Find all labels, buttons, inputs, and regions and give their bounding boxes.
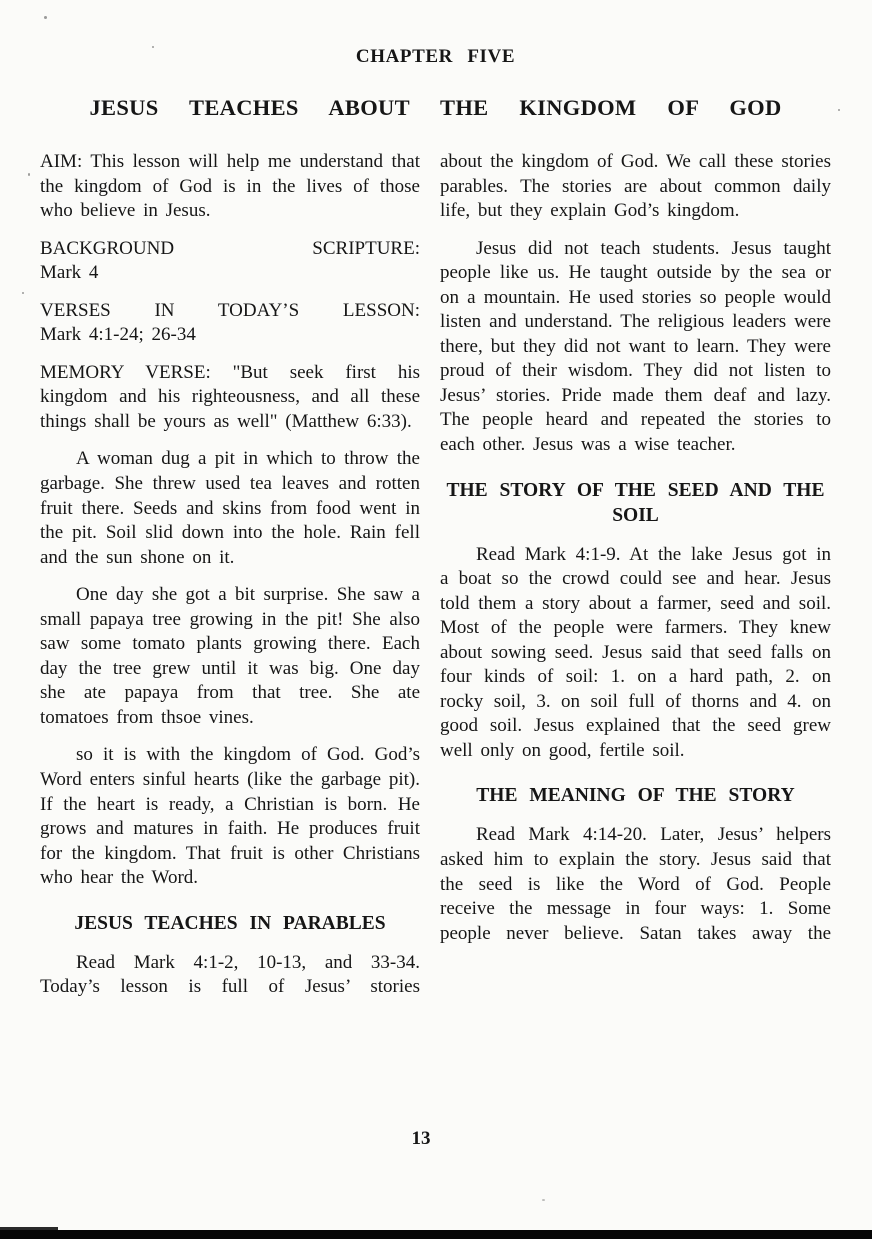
page-number: 13: [411, 1128, 431, 1149]
jesus-teaching-paragraph: Jesus did not teach students. Jesus taught people like us. He taught outside by the sea or on a mountain. He used stories so people would listen and understand. The religious leaders were there, but they did not want to learn. They were proud of their wisdom. They did not listen to Jesus’ stories. Pride made them deaf and lazy. The people heard and repeated the stories to each other. Jesus was a wise teacher.: [440, 237, 831, 456]
verses-reference: Mark 4:1-24; 26-34: [40, 324, 196, 346]
verses-in-lesson-block: [40, 299, 420, 348]
scan-speckle: [838, 109, 840, 111]
scan-speckle: [22, 292, 24, 294]
section-heading-parables: JESUS TEACHES IN PARABLES: [74, 912, 386, 934]
garbage-pit-paragraph: A woman dug a pit in which to throw the garbage. She threw used tea leaves and rotten fruit there. Seeds and skins from food went in the pit. Soil slid down into the hole. Rain fell and the sun shone on it.: [40, 448, 420, 568]
papaya-tree-paragraph: One day she got a bit surprise. She saw a small papaya tree growing in the pit! She also saw some tomato plants growing there. Each day the tree grew until it was big. One day she ate papaya from that tree. She ate tomatoes from thsoe vines.: [40, 584, 420, 728]
scan-speckle: [542, 1199, 545, 1201]
section-heading-meaning: THE MEANING OF THE STORY: [476, 785, 795, 807]
story-meaning-paragraph: Read Mark 4:14-20. Later, Jesus’ helpers asked him to explain the story. Jesus said that the seed is like the Word of God. People receive the message in four ways: 1. Some people never believe. Satan takes away the: [440, 824, 831, 944]
background-scripture-reference: Mark 4: [40, 262, 99, 284]
page-title: JESUS TEACHES ABOUT THE KINGDOM OF GOD: [89, 95, 782, 120]
memory-verse-paragraph: MEMORY VERSE: "But seek first his kingdom and his righteousness, and all these things shall be yours as well" (Matthew 6:33).: [40, 361, 420, 432]
seed-story-paragraph: Read Mark 4:1-9. At the lake Jesus got in a boat so the crowd could see and hear. Jesus told them a story about a farmer, seed and soil. Most of the people were farmers. They knew about sowing seed. Jesus said that seed falls on four kinds of soil: 1. on a hard path, 2. on rocky soil, 3. on soil full of thorns and 4. on good soil. Jesus explained that the seed grew well only on good, fertile soil.: [440, 543, 831, 761]
aim-paragraph: AIM: This lesson will help me understand that the kingdom of God is in the lives of those who believe in Jesus.: [40, 151, 420, 222]
read-parables-paragraph: Read Mark 4:1-2, 10-13, and 33-34. Today’s lesson is full of Jesus’ stories: [40, 951, 420, 998]
scan-speckle: [44, 16, 47, 19]
scan-speckle: [28, 173, 30, 176]
chapter-heading: CHAPTER FIVE: [355, 46, 516, 67]
page-content: [40, 46, 831, 1013]
two-column-layout: [40, 150, 831, 1013]
section-heading-seed-and-soil: THE STORY OF THE SEED AND THE SOIL: [446, 479, 825, 526]
right-column: [440, 150, 831, 1013]
kingdom-analogy-paragraph: so it is with the kingdom of God. God’s Word enters sinful hearts (like the garbage pit). If the heart is ready, a Christian is born. He grows and matures in faith. He produces fruit for the kingdom. That fruit is other Christians who hear the Word.: [40, 744, 420, 889]
scan-edge-artifact: [0, 1230, 872, 1239]
background-scripture-label: BACKGROUND SCRIPTURE:: [40, 237, 420, 259]
left-column: [40, 150, 420, 1013]
verses-label: VERSES IN TODAY’S LESSON:: [40, 299, 420, 321]
parables-continuation-paragraph: about the kingdom of God. We call these stories parables. The stories are about common daily life, but they explain God’s kingdom.: [440, 151, 831, 222]
background-scripture-block: [40, 237, 420, 286]
